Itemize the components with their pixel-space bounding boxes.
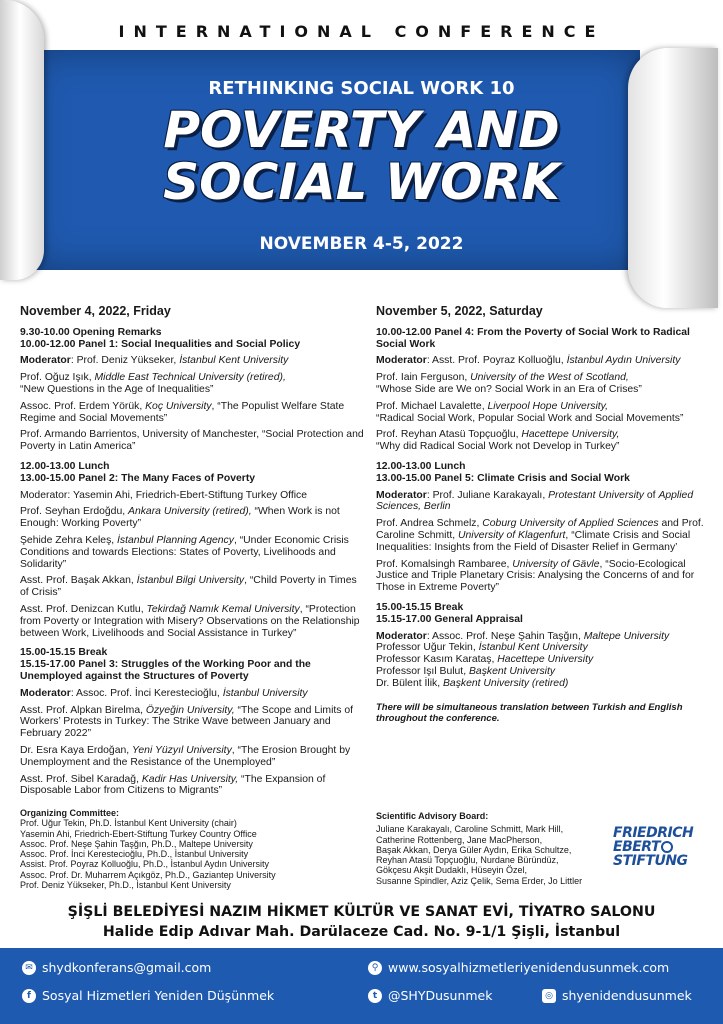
- advisory-line: Gökçesu Akşit Dudaklı, Hüseyin Özel,: [376, 865, 528, 876]
- globe-icon: [661, 841, 673, 853]
- logo-line-3: STIFTUNG: [613, 853, 688, 869]
- title-line-2: SOCIAL WORK: [163, 153, 560, 211]
- facebook-icon: f: [22, 989, 36, 1003]
- appraisal-moderator: Moderator: Assoc. Prof. Neşe Şahin Taşğın, Maltepe University: [376, 630, 670, 642]
- committee-member: Assoc. Prof. Neşe Şahin Taşğın, Ph.D., Maltepe University: [20, 838, 253, 849]
- panel5-speaker: Prof. Andrea Schmelz, Coburg University of Applied Sciences and Prof. Caroline Schmitt, University of Klagenfurt, “Climate Crisis and Social Inequalities: Insights from the Field of Disaster Relief in Germany’: [376, 518, 704, 553]
- twitter-icon: t: [368, 989, 382, 1003]
- panel3-moderator: Moderator: Assoc. Prof. İnci Kerestecioğlu, İstanbul University: [20, 687, 308, 699]
- panel1-speaker: Prof. Armando Barrientos, University of Manchester, “Social Protection and Poverty in Latin America”: [20, 429, 364, 453]
- panel1-speaker: Assoc. Prof. Erdem Yörük, Koç University, “The Populist Welfare State Regime and Social Movements”: [20, 400, 345, 424]
- day2-heading: November 5, 2022, Saturday: [376, 304, 543, 318]
- translation-note: There will be simultaneous translation between Turkish and English throughout the conference.: [376, 701, 683, 724]
- appraisal-speaker: Professor Kasım Karataş, Hacettepe University: [376, 654, 594, 666]
- panel4-speaker: Prof. Iain Ferguson, University of the West of Scotland, “Whose Side are We on? Social Work in an Era of Crises”: [376, 372, 642, 395]
- general-appraisal-title: 15.15-17.00 General Appraisal: [376, 613, 523, 625]
- venue-address: Halide Edip Adıvar Mah. Darülaceze Cad. No. 9-1/1 Şişli, İstanbul: [102, 924, 621, 940]
- advisory-line: Başak Akkan, Derya Güler Aydın, Erika Schultze,: [376, 844, 572, 855]
- contact-footer: [0, 948, 723, 1024]
- advisory-line: Susanne Spindler, Aziz Çelik, Sema Erder, Jo Littler: [376, 875, 583, 886]
- panel2-title: 13.00-15.00 Panel 2: The Many Faces of Poverty: [20, 472, 256, 484]
- advisory-line: Juliane Karakayalı, Caroline Schmitt, Mark Hill,: [376, 824, 564, 835]
- conference-date: NOVEMBER 4-5, 2022: [259, 234, 464, 254]
- email-icon: ✉: [22, 961, 36, 975]
- conference-title: [0, 101, 723, 211]
- panel2-speaker: Şehide Zehra Keleş, İstanbul Planning Agency, “Under Economic Crisis Conditions and towards Elections: States of Poverty, Livelihoods and Solidarity”: [20, 534, 349, 570]
- opening-remarks: 9.30-10.00 Opening Remarks: [20, 326, 162, 338]
- panel5-moderator: Moderator: Prof. Juliane Karakayalı, Protestant University of Applied Sciences, Berlin: [376, 489, 694, 513]
- appraisal-speaker: Dr. Bülent İlik, Başkent University (retired): [376, 677, 569, 689]
- panel2-moderator: Moderator: Yasemin Ahi, Friedrich-Ebert-Stiftung Turkey Office: [20, 489, 308, 501]
- panel3-title: 15.15-17.00 Panel 3: Struggles of the Working Poor and the Unemployed against the Structures of Poverty: [20, 659, 311, 682]
- link-icon: ⚲: [368, 961, 382, 975]
- facebook-text: Sosyal Hizmetleri Yeniden Düşünmek: [42, 988, 275, 1003]
- panel5-title: 13.00-15.00 Panel 5: Climate Crisis and Social Work: [376, 472, 630, 484]
- panel2-speaker: Asst. Prof. Denizcan Kutlu, Tekirdağ Namık Kemal University, “Protection from Poverty or Integration with Misery? Observations on the Relationship between Work, Livelihoods and Social Assistance in Turkey”: [20, 603, 360, 639]
- logo-line-2: EBERT: [613, 840, 707, 854]
- title-line-1: POVERTY AND: [163, 101, 560, 159]
- committee-member: Assoc. Prof. İnci Kerestecioğlu, Ph.D., İstanbul University: [20, 849, 249, 860]
- instagram-text: shyenidendusunmek: [562, 988, 692, 1003]
- footer-twitter[interactable]: [368, 988, 492, 1003]
- lunch-day1: 12.00-13.00 Lunch: [20, 460, 110, 472]
- panel4-moderator: Moderator: Asst. Prof. Poyraz Kolluoğlu, İstanbul Aydın University: [376, 355, 681, 367]
- advisory-heading: Scientific Advisory Board:: [376, 811, 489, 821]
- website-text: www.sosyalhizmetleriyenidendusunmek.com: [388, 960, 670, 975]
- venue-name: ŞİŞLİ BELEDİYESİ NAZIM HİKMET KÜLTÜR VE SANAT EVİ, TİYATRO SALONU: [67, 904, 656, 920]
- panel4-speaker: Prof. Reyhan Atasü Topçuoğlu, Hacettepe University, “Why did Radical Social Work not Develop in Turkey”: [376, 429, 620, 453]
- committee-member: Prof. Uğur Tekin, Ph.D. İstanbul Kent University (chair): [20, 818, 237, 829]
- panel1-title: 10.00-12.00 Panel 1: Social Inequalities and Social Policy: [20, 338, 301, 350]
- footer-email[interactable]: [22, 960, 211, 975]
- lunch-day2: 12.00-13.00 Lunch: [376, 460, 466, 472]
- footer-website[interactable]: [368, 960, 669, 975]
- advisory-board: [376, 811, 606, 886]
- fes-logo: [613, 826, 707, 868]
- advisory-line: Reyhan Atasü Topçuoğlu, Nurdane Büründüz,: [376, 855, 559, 866]
- day2-program: [376, 306, 711, 724]
- panel4-title: 10.00-12.00 Panel 4: From the Poverty of Social Work to Radical Social Work: [376, 326, 690, 350]
- panel3-speaker: Asst. Prof. Sibel Karadağ, Kadir Has University, “The Expansion of Disposable Labor from Citizens to Migrants”: [20, 773, 326, 797]
- organizing-heading: Organizing Committee:: [20, 808, 120, 818]
- conference-subtitle: RETHINKING SOCIAL WORK 10: [208, 78, 515, 99]
- day1-heading: November 4, 2022, Friday: [20, 304, 171, 318]
- panel1-speaker: Prof. Oğuz Işık, Middle East Technical University (retired), “New Questions in the Age of Inequalities”: [20, 372, 286, 395]
- twitter-text: @SHYDusunmek: [388, 988, 493, 1003]
- footer-facebook[interactable]: [22, 988, 274, 1003]
- email-text: shydkonferans@gmail.com: [42, 960, 212, 975]
- advisory-line: Catherine Rottenberg, Jane MacPherson,: [376, 834, 543, 845]
- committee-member: Assist. Prof. Poyraz Kolluoğlu, Ph.D., İstanbul Aydın University: [20, 859, 269, 870]
- panel1-moderator: Moderator: Prof. Deniz Yükseker, İstanbul Kent University: [20, 355, 289, 367]
- instagram-icon: ◎: [542, 989, 556, 1003]
- committee-member: Yasemin Ahi, Friedrich-Ebert-Stiftung Turkey Country Office: [20, 828, 257, 839]
- appraisal-speaker: Professor Işıl Bulut, Başkent University: [376, 665, 556, 677]
- organizing-committee: [20, 808, 350, 890]
- committee-member: Assoc. Prof. Dr. Muharrem Açıkgöz, Ph.D., Gaziantep University: [20, 869, 276, 880]
- panel3-speaker: Asst. Prof. Alpkan Birelma, Özyeğin University, “The Scope and Limits of Workers’ Protests in Turkey: The Strike Wave between January and February 2022”: [20, 704, 354, 740]
- break-day2: 15.00-15.15 Break: [376, 601, 464, 613]
- conference-label: INTERNATIONAL CONFERENCE: [118, 22, 605, 41]
- logo-line-1: FRIEDRICH: [613, 825, 694, 841]
- panel2-speaker: Prof. Seyhan Erdoğdu, Ankara University (retired), “When Work is not Enough: Working Poverty”: [20, 506, 340, 530]
- committee-member: Prof. Deniz Yükseker, Ph.D., İstanbul Kent University: [20, 880, 231, 891]
- panel5-speaker: Prof. Komalsingh Rambaree, University of Gävle, “Socio-Ecological Justice and Triple Planetary Crisis: Analysing the Concerns of and for Those in Extreme Poverty”: [376, 558, 695, 594]
- day1-program: [20, 306, 365, 802]
- panel2-speaker: Asst. Prof. Başak Akkan, İstanbul Bilgi University, “Child Poverty in Times of Crisis”: [20, 575, 357, 599]
- appraisal-speaker: Professor Uğur Tekin, İstanbul Kent University: [376, 642, 588, 654]
- break-day1: 15.00-15.15 Break: [20, 647, 108, 659]
- panel4-speaker: Prof. Michael Lavalette, Liverpool Hope University, “Radical Social Work, Popular Social Work and Social Movements”: [376, 400, 684, 424]
- footer-instagram[interactable]: [542, 988, 692, 1003]
- panel3-speaker: Dr. Esra Kaya Erdoğan, Yeni Yüzyıl University, “The Erosion Brought by Unemployment and the Resistance of the Unemployed”: [20, 744, 351, 768]
